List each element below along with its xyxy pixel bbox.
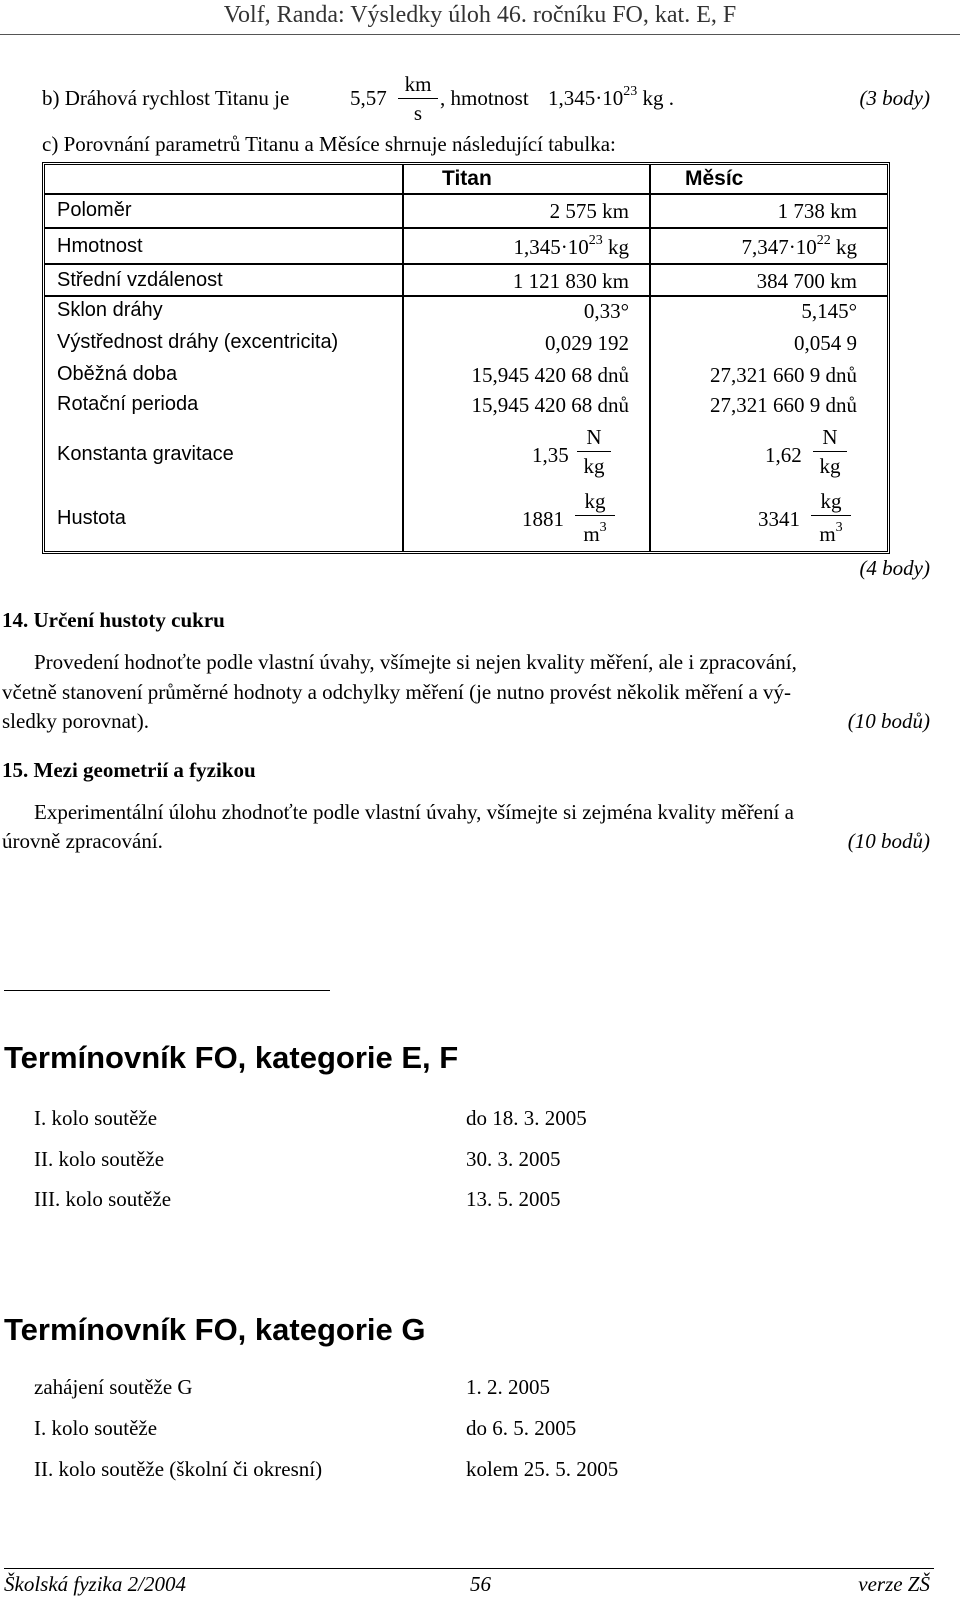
- task15-heading: 15. Mezi geometrií a fyzikou: [2, 758, 256, 782]
- speed-unit: [398, 72, 438, 125]
- running-header: Volf, Randa: Výsledky úloh 46. ročníku FO, kat. E, F: [223, 2, 737, 28]
- mesic-value: 384 700 km: [756, 269, 857, 293]
- mass-value: [548, 86, 674, 111]
- unit-num: kg: [820, 489, 842, 513]
- table-row: [45, 229, 887, 265]
- schedule-g-title: Termínovník FO, kategorie G: [4, 1312, 426, 1347]
- table-row: [45, 389, 887, 419]
- table-row: [45, 295, 887, 325]
- mesic-value: 27,321 660 9 dnů: [710, 363, 857, 387]
- schedule-ef-label-2: II. kolo soutěže: [34, 1147, 165, 1171]
- item-b-prefix: b) Dráhová rychlost Titanu je: [42, 86, 290, 110]
- table-row: [45, 359, 887, 389]
- task14-points: (10 bodů): [847, 709, 930, 733]
- row-label: Poloměr: [57, 199, 132, 221]
- task14-line3: sledky porovnat).: [2, 709, 149, 733]
- schedule-ef-label-3: III. kolo soutěže: [34, 1187, 172, 1211]
- footer-journal: Školská fyzika 2/2004: [4, 1572, 186, 1596]
- titan-value: 15,945 420 68 dnů: [471, 393, 629, 417]
- mesic-value: [742, 235, 858, 260]
- mass-base: 1,345·10: [548, 86, 624, 110]
- row-label: Výstřednost dráhy (excentricita): [57, 331, 339, 353]
- schedule-ef-title: Termínovník FO, kategorie E, F: [4, 1040, 459, 1075]
- schedule-g-label-2: I. kolo soutěže: [34, 1416, 158, 1440]
- table-row: [45, 487, 887, 553]
- speed-unit-den: s: [413, 101, 423, 125]
- footer-rule: [4, 1568, 934, 1569]
- schedule-g-label-1: zahájení soutěže G: [34, 1375, 193, 1399]
- titan-value: 15,945 420 68 dnů: [471, 363, 629, 387]
- mesic-value: 27,321 660 9 dnů: [710, 393, 857, 417]
- titan-value: 1 121 830 km: [512, 269, 629, 293]
- schedule-ef-date-3: 13. 5. 2005: [466, 1187, 561, 1211]
- mass-text: , hmotnost: [440, 86, 529, 110]
- schedule-g-label-3: II. kolo soutěže (školní či okresní): [34, 1457, 323, 1481]
- footer-page-number: 56: [470, 1572, 491, 1596]
- mesic-value: 3341: [758, 507, 800, 531]
- task14-line2: včetně stanovení průměrné hodnoty a odchylky měření (je nutno provést několik měření a vý-: [2, 680, 792, 704]
- titan-unit: [575, 489, 615, 546]
- comparison-table: [42, 162, 890, 554]
- unit-den: kg: [819, 454, 841, 478]
- row-label: Sklon dráhy: [57, 299, 163, 321]
- mesic-mass-exp: 22: [816, 233, 831, 248]
- unit-num: N: [586, 425, 602, 449]
- task15-points: (10 bodů): [847, 829, 930, 853]
- mass-unit: kg .: [642, 86, 674, 110]
- mesic-value: 5,145°: [801, 299, 857, 323]
- header-rule: [0, 34, 960, 35]
- task14-line1: Provedení hodnoťte podle vlastní úvahy, všímejte si nejen kvality měření, ale i zpracování,: [34, 650, 797, 674]
- section-separator: [4, 990, 330, 991]
- row-label: Rotační perioda: [57, 393, 199, 415]
- titan-value: 1,35: [532, 443, 569, 467]
- schedule-g-date-1: 1. 2. 2005: [466, 1375, 550, 1399]
- col-header-titan: Titan: [442, 167, 492, 190]
- row-label: Oběžná doba: [57, 363, 178, 385]
- unit-den: m: [583, 522, 600, 546]
- task14-heading: 14. Určení hustoty cukru: [2, 608, 225, 632]
- item-c-text: c) Porovnání parametrů Titanu a Měsíce shrnuje následující tabulka:: [42, 132, 616, 156]
- schedule-ef-date-1: do 18. 3. 2005: [466, 1106, 587, 1130]
- table-row: [45, 327, 887, 357]
- table-row: [45, 195, 887, 229]
- schedule-ef-label-1: I. kolo soutěže: [34, 1106, 158, 1130]
- unit-den: kg: [583, 454, 605, 478]
- titan-mass-base: 1,345·10: [513, 235, 589, 259]
- table-row: [45, 265, 887, 297]
- mesic-unit: [811, 489, 851, 546]
- table-points: (4 body): [859, 556, 930, 580]
- unit-num: kg: [584, 489, 606, 513]
- unit-den-exp: 3: [835, 520, 843, 535]
- row-label: Konstanta gravitace: [57, 443, 234, 465]
- titan-value: 0,029 192: [545, 331, 629, 355]
- speed-unit-num: km: [404, 72, 432, 96]
- mesic-value: 1 738 km: [777, 199, 857, 223]
- unit-den: m: [819, 522, 836, 546]
- titan-value: 1881: [522, 507, 564, 531]
- titan-value: 2 575 km: [549, 199, 629, 223]
- item-b-points: (3 body): [859, 86, 930, 110]
- unit-den-exp: 3: [599, 520, 607, 535]
- footer-version: verze ZŠ: [858, 1572, 930, 1596]
- table-row: [45, 421, 887, 487]
- table-header-row: [45, 165, 887, 195]
- mesic-value: 1,62: [765, 443, 802, 467]
- titan-mass-unit: kg: [608, 235, 629, 259]
- row-label: Hustota: [57, 507, 126, 529]
- titan-unit: [577, 425, 611, 478]
- speed-value: 5,57: [350, 86, 387, 110]
- schedule-ef-date-2: 30. 3. 2005: [466, 1147, 561, 1171]
- mass-exp: 23: [623, 84, 638, 99]
- titan-value: [514, 235, 630, 260]
- mesic-mass-unit: kg: [836, 235, 857, 259]
- task15-line2: úrovně zpracování.: [2, 829, 163, 853]
- schedule-g-date-2: do 6. 5. 2005: [466, 1416, 577, 1440]
- titan-mass-exp: 23: [588, 233, 603, 248]
- titan-value: 0,33°: [583, 299, 629, 323]
- task15-line1: Experimentální úlohu zhodnoťte podle vlastní úvahy, všímejte si zejména kvality měření a: [34, 800, 794, 824]
- mesic-mass-base: 7,347·10: [741, 235, 817, 259]
- unit-num: N: [822, 425, 838, 449]
- mesic-value: 0,054 9: [794, 331, 857, 355]
- col-header-mesic: Měsíc: [685, 167, 744, 190]
- row-label: Hmotnost: [57, 235, 143, 257]
- mesic-unit: [813, 425, 847, 478]
- schedule-g-date-3: kolem 25. 5. 2005: [466, 1457, 619, 1481]
- row-label: Střední vzdálenost: [57, 269, 223, 291]
